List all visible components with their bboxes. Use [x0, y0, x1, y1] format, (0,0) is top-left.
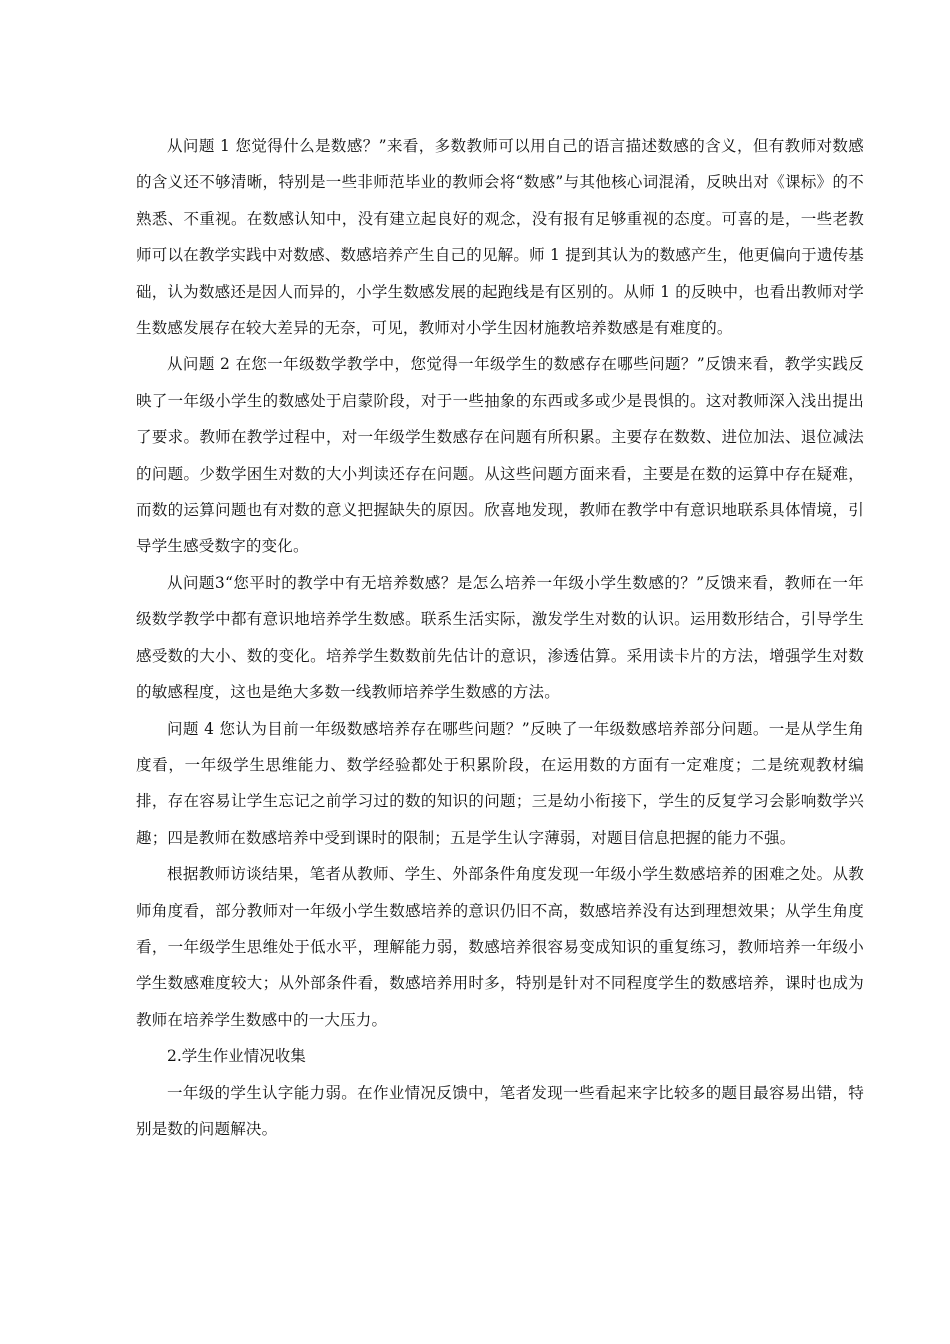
paragraph-question-4: 问题 4 您认为目前一年级数感培养存在哪些问题？”反映了一年级数感培养部分问题。一是从学生角度看，一年级学生思维能力、数学经验都处于积累阶段，在运用数的方面有一定难度；二是统观教材编排，存在容易让学生忘记之前学习过的数的知识的问题；三是幼小衔接下，学生的反复学习会影响数学兴趣；四是教师在数感培养中受到课时的限制；五是学生认字薄弱，对题目信息把握的能力不强。 [136, 719, 864, 847]
paragraph-interview-summary: 根据教师访谈结果，笔者从教师、学生、外部条件角度发现一年级小学生数感培养的困难之处。从教师角度看，部分教师对一年级小学生数感培养的意识仍旧不高，数感培养没有达到理想效果；从学生角度看，一年级学生思维处于低水平，理解能力弱，数感培养很容易变成知识的重复练习，教师培养一年级小学生数感难度较大；从外部条件看，数感培养用时多，特别是针对不同程度学生的数感培养，课时也成为教师在培养学生数感中的一大压力。 [136, 865, 864, 1029]
section-heading: 2.学生作业情况收集 [167, 1047, 306, 1066]
paragraph-question-1: 从问题 1 您觉得什么是数感？”来看，多数教师可以用自己的语言描述数感的含义，但有教师对数感的含义还不够清晰，特别是一些非师范毕业的教师会将“数感”与其他核心词混淆，反映出对《课标》的不熟悉、不重视。在数感认知中，没有建立起良好的观念，没有报有足够重视的态度。可喜的是，一些老教师可以在教学实践中对数感、数感培养产生自己的见解。师 1 提到其认为的数感产生，他更偏向于遗传基础，认为数感还是因人而异的，小学生数感发展的起跑线是有区别的。从师 1 的反映中，也看出教师对学生数感发展存在较大差异的无奈，可见，教师对小学生因材施教培养数感是有难度的。 [136, 137, 864, 338]
paragraph-question-2: 从问题 2 在您一年级数学教学中，您觉得一年级学生的数感存在哪些问题？”反馈来看，教学实践反映了一年级小学生的数感处于启蒙阶段，对于一些抽象的东西或多或少是畏惧的。这对教师深入浅出提出了要求。教师在教学过程中，对一年级学生数感存在问题有所积累。主要存在数数、进位加法、退位减法的问题。少数学困生对数的大小判读还存在问题。从这些问题方面来看，主要是在数的运算中存在疑难，而数的运算问题也有对数的意义把握缺失的原因。欣喜地发现，教师在教学中有意识地联系具体情境，引导学生感受数字的变化。 [136, 355, 864, 556]
document-page [136, 128, 864, 1147]
paragraph-question-3: 从问题3“您平时的教学中有无培养数感？是怎么培养一年级小学生数感的？”反馈来看，教师在一年级数学教学中都有意识地培养学生数感。联系生活实际，激发学生对数的认识。运用数形结合，引导学生感受数的大小、数的变化。培养学生数数前先估计的意识，渗透估算。采用读卡片的方法，增强学生对数的敏感程度，这也是绝大多数一线教师培养学生数感的方法。 [136, 573, 864, 702]
paragraph-homework: 一年级的学生认字能力弱。在作业情况反馈中，笔者发现一些看起来字比较多的题目最容易出错，特别是数的问题解决。 [136, 1083, 864, 1138]
